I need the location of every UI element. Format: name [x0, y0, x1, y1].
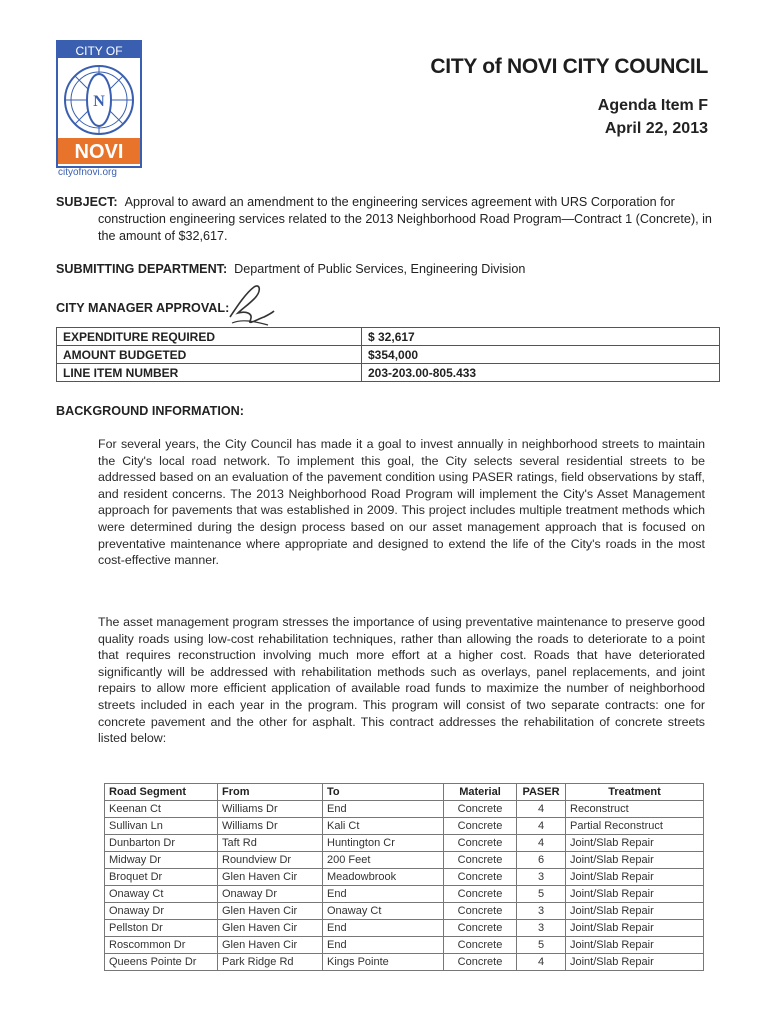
treatment-cell: Joint/Slab Repair: [566, 954, 704, 971]
road-rows: [105, 801, 704, 971]
treatment-cell: Joint/Slab Repair: [566, 903, 704, 920]
financial-value: $ 32,617: [362, 328, 720, 346]
meeting-date: April 22, 2013: [604, 120, 708, 137]
logo-top-text: CITY OF: [75, 44, 123, 58]
road-segment-cell: Midway Dr: [105, 852, 218, 869]
table-row: [105, 801, 704, 818]
background-heading: BACKGROUND INFORMATION:: [56, 404, 244, 418]
table-row: [105, 869, 704, 886]
financial-label: AMOUNT BUDGETED: [57, 346, 362, 364]
financial-table: [56, 327, 720, 382]
department-block: [56, 262, 525, 276]
signature-icon: [224, 283, 276, 329]
road-segment-cell: Sullivan Ln: [105, 818, 218, 835]
treatment-cell: Reconstruct: [566, 801, 704, 818]
column-header: PASER: [517, 784, 566, 801]
material-cell: Concrete: [444, 886, 517, 903]
road-segment-cell: Dunbarton Dr: [105, 835, 218, 852]
from-cell: Williams Dr: [218, 818, 323, 835]
financial-label: LINE ITEM NUMBER: [57, 364, 362, 382]
from-cell: Roundview Dr: [218, 852, 323, 869]
table-header-row: [105, 784, 704, 801]
to-cell: End: [323, 920, 444, 937]
table-row: [105, 852, 704, 869]
department-value: Department of Public Services, Engineering Division: [234, 262, 526, 276]
table-row: [105, 920, 704, 937]
council-title: CITY of NOVI CITY COUNCIL: [430, 55, 708, 78]
paser-cell: 5: [517, 937, 566, 954]
road-segment-cell: Keenan Ct: [105, 801, 218, 818]
treatment-cell: Joint/Slab Repair: [566, 886, 704, 903]
treatment-cell: Joint/Slab Repair: [566, 835, 704, 852]
column-header: Treatment: [566, 784, 704, 801]
column-header: Road Segment: [105, 784, 218, 801]
from-cell: Glen Haven Cir: [218, 869, 323, 886]
road-segment-cell: Queens Pointe Dr: [105, 954, 218, 971]
to-cell: End: [323, 937, 444, 954]
from-cell: Glen Haven Cir: [218, 903, 323, 920]
material-cell: Concrete: [444, 869, 517, 886]
paser-cell: 4: [517, 835, 566, 852]
paser-cell: 5: [517, 886, 566, 903]
subject-label: SUBJECT:: [56, 195, 118, 209]
table-row: [105, 954, 704, 971]
table-row: [105, 886, 704, 903]
subject-text: Approval to award an amendment to the engineering services agreement with URS Corporation for construction engineering services related to the 2013 Neighborhood Road Program—Contract 1 (Concrete), in the amount of $32,617.: [98, 195, 712, 243]
column-header: Material: [444, 784, 517, 801]
paser-cell: 3: [517, 869, 566, 886]
city-logo: [56, 40, 142, 168]
to-cell: Kali Ct: [323, 818, 444, 835]
from-cell: Glen Haven Cir: [218, 937, 323, 954]
material-cell: Concrete: [444, 801, 517, 818]
from-cell: Williams Dr: [218, 801, 323, 818]
to-cell: Onaway Ct: [323, 903, 444, 920]
table-row: [57, 346, 720, 364]
road-segment-cell: Onaway Dr: [105, 903, 218, 920]
from-cell: Park Ridge Rd: [218, 954, 323, 971]
paser-cell: 6: [517, 852, 566, 869]
to-cell: Huntington Cr: [323, 835, 444, 852]
financial-value: $354,000: [362, 346, 720, 364]
material-cell: Concrete: [444, 954, 517, 971]
paser-cell: 4: [517, 818, 566, 835]
column-header: To: [323, 784, 444, 801]
city-manager-approval-label: CITY MANAGER APPROVAL:: [56, 301, 230, 315]
table-row: [105, 835, 704, 852]
road-segments-table: [104, 783, 704, 971]
road-segment-cell: Pellston Dr: [105, 920, 218, 937]
paser-cell: 3: [517, 903, 566, 920]
financial-value: 203-203.00-805.433: [362, 364, 720, 382]
paser-cell: 3: [517, 920, 566, 937]
svg-text:N: N: [93, 93, 105, 110]
table-row: [105, 937, 704, 954]
material-cell: Concrete: [444, 920, 517, 937]
material-cell: Concrete: [444, 852, 517, 869]
background-paragraph: The asset management program stresses the importance of using preventative maintenance to preserve good quality roads using low-cost rehabilitation techniques, rather than allowing the roads to deteriorate to a point that requires reconstruction involving much more effort at a higher cost. Roads that have deteriorated significantly will be addressed with rehabilitation methods such as overlays, panel replacements, and joint repairs to allow more efficient application of available road funds to maximize the number of neighborhood streets included in each year in the program. This program will consist of two separate contracts: one for concrete pavement and the other for asphalt. This contract addresses the rehabilitation of concrete streets listed below:: [98, 615, 705, 746]
logo-url: cityofnovi.org: [58, 167, 117, 178]
table-row: [105, 903, 704, 920]
table-row: [105, 818, 704, 835]
treatment-cell: Joint/Slab Repair: [566, 852, 704, 869]
treatment-cell: Joint/Slab Repair: [566, 869, 704, 886]
paser-cell: 4: [517, 954, 566, 971]
department-label: SUBMITTING DEPARTMENT:: [56, 262, 228, 276]
from-cell: Taft Rd: [218, 835, 323, 852]
to-cell: Meadowbrook: [323, 869, 444, 886]
paser-cell: 4: [517, 801, 566, 818]
to-cell: Kings Pointe: [323, 954, 444, 971]
subject-block: [56, 194, 712, 245]
from-cell: Glen Haven Cir: [218, 920, 323, 937]
treatment-cell: Joint/Slab Repair: [566, 920, 704, 937]
table-row: [57, 364, 720, 382]
table-row: [57, 328, 720, 346]
from-cell: Onaway Dr: [218, 886, 323, 903]
material-cell: Concrete: [444, 903, 517, 920]
novi-seal-icon: [58, 42, 140, 166]
agenda-item: Agenda Item F: [597, 97, 708, 114]
road-segment-cell: Onaway Ct: [105, 886, 218, 903]
column-header: From: [218, 784, 323, 801]
background-paragraph: For several years, the City Council has made it a goal to invest annually in neighborhood streets to maintain the City's local road network. To implement this goal, the City selects several residential streets to be addressed based on an evaluation of the pavement condition using PASER ratings, field observations by staff, and resident concerns. The 2013 Neighborhood Road Program will implement the City's Asset Management approach for pavements that was established in 2009. This project includes multiple treatment methods which were determined during the design process based on our asset management approach that is focused on preventative maintenance where appropriate and designed to extend the life of the City's roads in the most cost-effective manner.: [98, 437, 705, 568]
treatment-cell: Joint/Slab Repair: [566, 937, 704, 954]
to-cell: 200 Feet: [323, 852, 444, 869]
road-segment-cell: Roscommon Dr: [105, 937, 218, 954]
treatment-cell: Partial Reconstruct: [566, 818, 704, 835]
to-cell: End: [323, 886, 444, 903]
material-cell: Concrete: [444, 937, 517, 954]
material-cell: Concrete: [444, 835, 517, 852]
road-segment-cell: Broquet Dr: [105, 869, 218, 886]
to-cell: End: [323, 801, 444, 818]
material-cell: Concrete: [444, 818, 517, 835]
logo-bottom-text: NOVI: [74, 141, 124, 163]
financial-label: EXPENDITURE REQUIRED: [57, 328, 362, 346]
